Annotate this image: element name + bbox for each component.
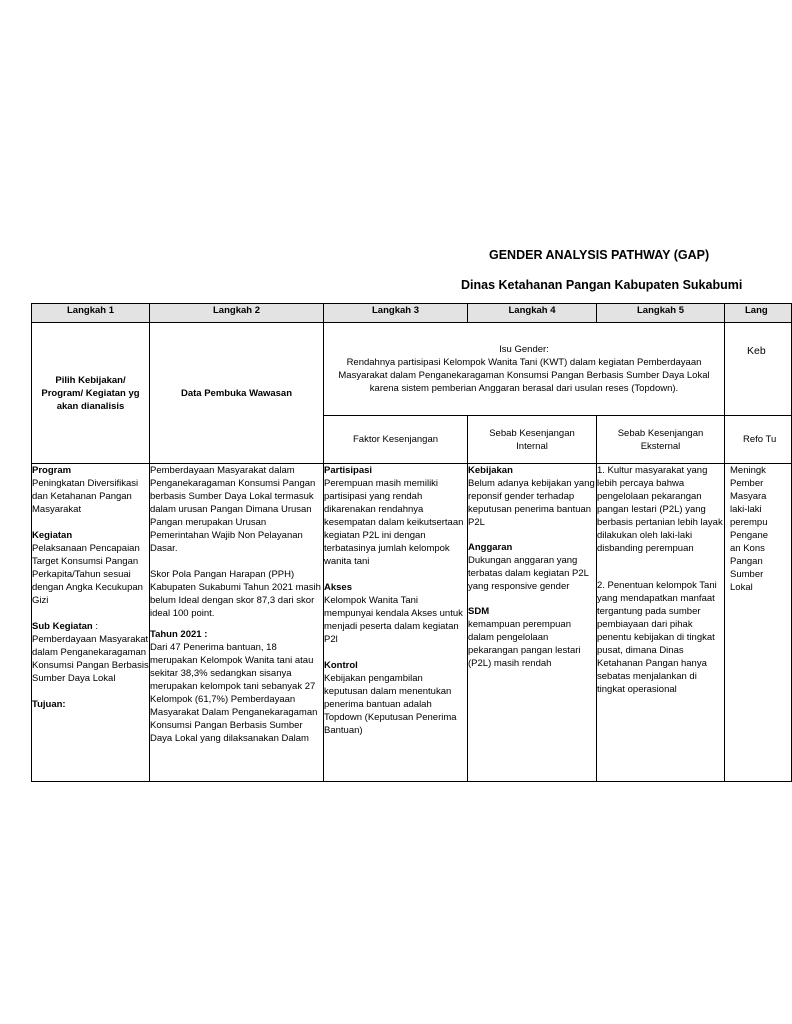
- kebijakan-text: Belum adanya kebijakan yang reponsif gender terhadap keputusan penerima bantuan P2L: [468, 478, 595, 528]
- tahun-2021-label: Tahun 2021 :: [150, 629, 208, 640]
- pilih-kebijakan-cell: Pilih Kebijakan/ Program/ Kegiatan yg akan dianalisis: [32, 323, 150, 464]
- header-langkah-5: Langkah 5: [597, 304, 725, 323]
- akses-label: Akses: [324, 582, 352, 593]
- gap-table: [31, 303, 792, 782]
- col5-item-2: 2. Penentuan kelompok Tani yang mendapatkan manfaat tergantung pada sumber pembiayaan dari pihak penentu kebijakan di tingkat pusat, dimana Dinas Ketahanan Pangan hanya sebatas menjalankan di tingkat operasional: [597, 580, 717, 695]
- anggaran-label: Anggaran: [468, 542, 513, 553]
- sub-kegiatan-colon: :: [92, 621, 98, 632]
- langkah-6-mid-cell: Refo Tu: [725, 416, 792, 464]
- isu-gender-text: Rendahnya partisipasi Kelompok Wanita Tani (KWT) dalam kegiatan Pemberdayaan Masyarakat dalam Penganekaragaman Konsumsi Pangan Berbasis Sumber Daya Lokal karena sistem pemberian Anggaran berasal dari usulan reses (Topdown).: [338, 357, 710, 394]
- sebab-internal-cell: Sebab Kesenjangan Internal: [468, 416, 597, 464]
- kebijakan-label: Kebijakan: [468, 465, 513, 476]
- partisipasi-text: Perempuan masih memiliki partisipasi yang rendah dikarenakan rendahnya kesempatan dalam keikutsertaan kegiatan P2L ini dengan terbatasinya jumlah kelompok wanita tani: [324, 478, 464, 567]
- program-label: Program: [32, 465, 72, 476]
- kontrol-text: Kebijakan pengambilan keputusan dalam menentukan penerima bantuan adalah Topdown (Keputusan Penerima Bantuan): [324, 673, 457, 736]
- col5-content: [597, 464, 725, 782]
- sdm-text: kemampuan perempuan dalam pengelolaan pekarangan pangan lestari (P2L) masih rendah: [468, 619, 581, 669]
- document-title: GENDER ANALYSIS PATHWAY (GAP): [489, 248, 710, 262]
- sub-kegiatan-text: Pemberdayaan Masyarakat dalam Penganekaragaman Konsumsi Pangan Berbasis Sumber Daya Lokal: [32, 634, 149, 684]
- col6-content: [725, 464, 792, 782]
- header-langkah-6: Lang: [725, 304, 792, 323]
- isu-gender-cell: [324, 323, 725, 416]
- col2-paragraph-2: Skor Pola Pangan Harapan (PPH) Kabupaten Sukabumi Tahun 2021 masih belum Ideal dengan skor 87,3 dari skor ideal 100 point.: [150, 569, 321, 619]
- col4-content: [468, 464, 597, 782]
- partisipasi-label: Partisipasi: [324, 465, 373, 476]
- program-text: Peningkatan Diversifikasi dan Ketahanan Pangan Masyarakat: [32, 478, 139, 515]
- header-langkah-3: Langkah 3: [324, 304, 468, 323]
- col2-paragraph-1: Pemberdayaan Masyarakat dalam Penganekaragaman Konsumsi Pangan berbasis Sumber Daya Lokal termasuk dalam urusan Pangan Dimana Urusan Pangan merupakan Urusan Pemerintahan Wajib Non Pelayanan Dasar.: [150, 465, 316, 554]
- col3-content: [324, 464, 468, 782]
- data-pembuka-cell: Data Pembuka Wawasan: [150, 323, 324, 464]
- langkah-6-top-text: Keb: [747, 345, 766, 357]
- col2-paragraph-3: Dari 47 Penerima bantuan, 18 merupakan Kelompok Wanita tani atau sekitar 38,3% sedangkan sisanya merupakan kelompok tani sebanyak 27 Kelompok (61,7%) Pemberdayaan Masyarakat Dalam Penganekaragaman Konsumsi Pangan Berbasis Sumber Daya Lokal yang dilaksanakan Dalam: [150, 642, 318, 744]
- kegiatan-label: Kegiatan: [32, 530, 73, 541]
- sebab-eksternal-cell: Sebab Kesenjangan Eksternal: [597, 416, 725, 464]
- header-langkah-1: Langkah 1: [32, 304, 150, 323]
- col2-content: [150, 464, 324, 782]
- row-isu: [32, 323, 792, 416]
- sub-kegiatan-label: Sub Kegiatan: [32, 621, 93, 632]
- sdm-label: SDM: [468, 606, 490, 617]
- faktor-kesenjangan-cell: Faktor Kesenjangan: [324, 416, 468, 464]
- isu-gender-title: Isu Gender:: [499, 344, 549, 355]
- col6-text: Meningk Pember Masyara laki-laki perempu Pengane an Kons Pangan Sumber Lokal: [730, 465, 769, 593]
- header-langkah-4: Langkah 4: [468, 304, 597, 323]
- tujuan-label: Tujuan:: [32, 699, 66, 710]
- langkah-6-top-cell: [725, 323, 792, 416]
- kegiatan-text: Pelaksanaan Pencapaian Target Konsumsi Pangan Perkapita/Tahun sesuai dengan Angka Kecukupan Gizi: [32, 543, 143, 606]
- col5-item-1: 1. Kultur masyarakat yang lebih percaya bahwa pengelolaan pekarangan pangan lestari (P2L) yang berbasis pertanian lebih layak dilakukan oleh laki-laki disbanding perempuan: [597, 465, 723, 554]
- sub-kegiatan-heading: [32, 620, 149, 633]
- akses-text: Kelompok Wanita Tani mempunyai kendala Akses untuk menjadi peserta dalam kegiatan P2l: [324, 595, 463, 645]
- row-content: [32, 464, 792, 782]
- document-subtitle: Dinas Ketahanan Pangan Kabupaten Sukabumi: [461, 278, 743, 292]
- header-row: [32, 304, 792, 323]
- kontrol-label: Kontrol: [324, 660, 358, 671]
- col1-content: [32, 464, 150, 782]
- header-langkah-2: Langkah 2: [150, 304, 324, 323]
- anggaran-text: Dukungan anggaran yang terbatas dalam kegiatan P2L yang responsive gender: [468, 555, 589, 592]
